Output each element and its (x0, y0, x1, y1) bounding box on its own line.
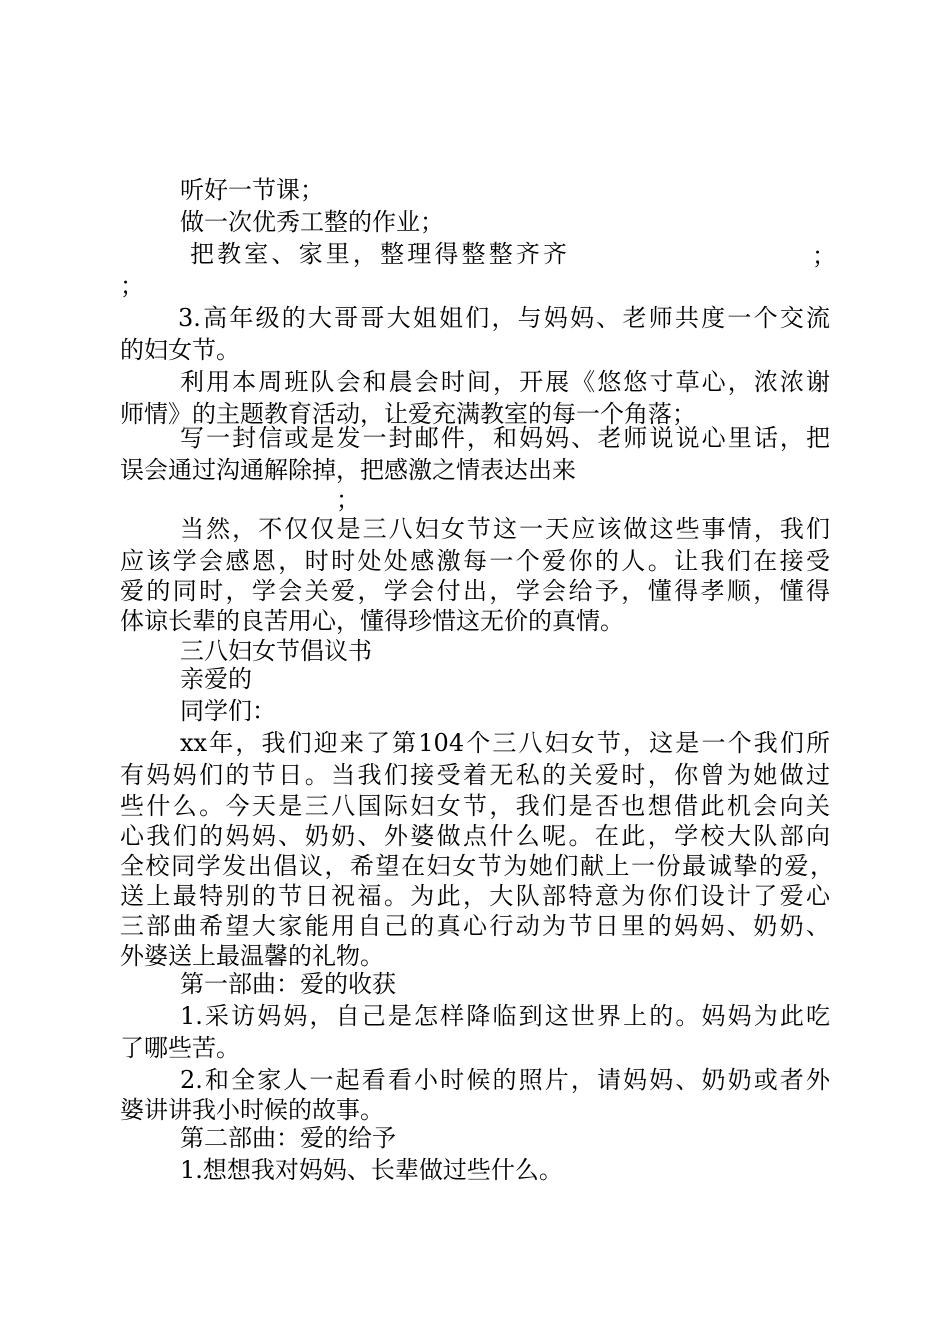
text-line: 全校同学发出倡议，希望在妇女节为她们献上一份最诚挚的爱， (120, 852, 834, 880)
text-line: 送上最特别的节日祝福。为此，大队部特意为你们设计了爱心 (120, 882, 830, 910)
text-line: 了哪些苦。 (120, 1034, 240, 1062)
text-line: 第二部曲：爱的给予 (180, 1124, 396, 1152)
text-line: 爱的同时，学会关爱，学会付出，学会给予，懂得孝顺，懂得 (120, 577, 830, 605)
text-line: 做一次优秀工整的作业； (180, 208, 444, 236)
text-line: 体谅长辈的良苦用心，懂得珍惜这无价的真情。 (120, 607, 624, 635)
text-line: 三部曲希望大家能用自己的真心行动为节日里的妈妈、奶奶、 (120, 912, 830, 940)
text-line: 婆讲讲我小时候的故事。 (120, 1096, 384, 1124)
text-line: 有妈妈们的节日。当我们接受着无私的关爱时，你曾为她做过 (120, 761, 830, 789)
text-line: ； (120, 272, 144, 300)
text-line: 写一封信或是发一封邮件，和妈妈、老师说说心里话，把 (180, 424, 830, 452)
text-line: 误会通过沟通解除掉，把感激之情表达出来 (120, 456, 576, 484)
text-line: 的妇女节。 (120, 336, 240, 364)
text-line: 3.高年级的大哥哥大姐姐们，与妈妈、老师共度一个交流 (178, 304, 830, 332)
text-line: 1.想想我对妈妈、长辈做过些什么。 (180, 1156, 563, 1184)
text-line: 外婆送上最温馨的礼物。 (120, 942, 384, 970)
text-line: 利用本周班队会和晨会时间，开展《悠悠寸草心，浓浓谢 (180, 368, 830, 396)
text-line: 听好一节课； (180, 176, 324, 204)
text-line: 2.和全家人一起看看小时候的照片，请妈妈、奶奶或者外 (180, 1066, 830, 1094)
text-line: 亲爱的 (180, 665, 252, 693)
text-line: 1.采访妈妈，自己是怎样降临到这世界上的。妈妈为此吃 (180, 1002, 830, 1030)
text-line: xx年，我们迎来了第104个三八妇女节，这是一个我们所 (180, 729, 830, 757)
text-line: 当然，不仅仅是三八妇女节这一天应该做这些事情，我们 (180, 515, 830, 543)
text-line: 师情》的主题教育活动，让爱充满教室的每一个角落； (120, 400, 696, 428)
text-line: 些什么。今天是三八国际妇女节，我们是否也想借此机会向关 (120, 792, 830, 820)
text-line: 心我们的妈妈、奶奶、外婆做点什么呢。在此，学校大队部向 (120, 822, 830, 850)
text-line: 同学们： (180, 697, 276, 725)
text-line: ； (336, 486, 360, 514)
text-line: 第一部曲：爱的收获 (180, 970, 396, 998)
text-line: 三八妇女节倡议书 (180, 637, 372, 665)
text-line: 把教室、家里，整理得整整齐齐 (190, 240, 568, 268)
text-line: ； (812, 242, 836, 270)
text-line: 应该学会感恩，时时处处感激每一个爱你的人。让我们在接受 (120, 547, 830, 575)
